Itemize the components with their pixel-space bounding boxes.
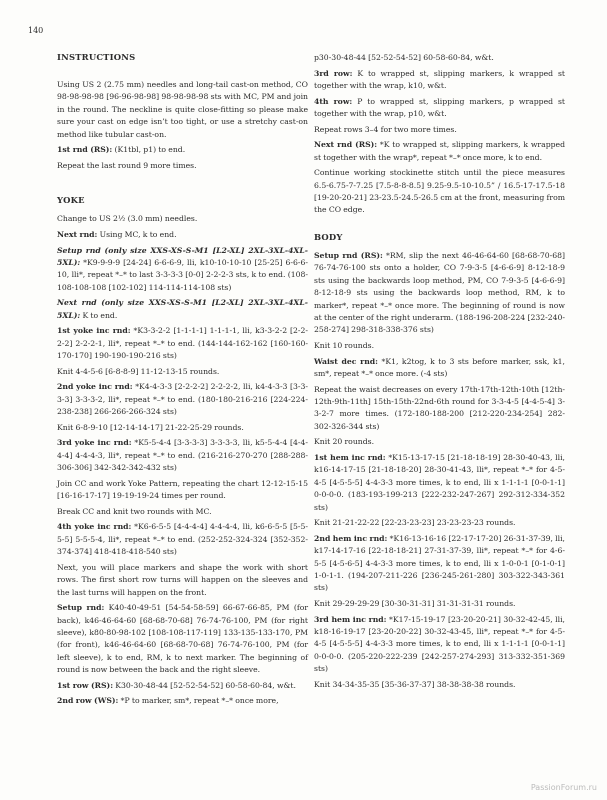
step-label: 1st rnd (RS): — [57, 145, 113, 155]
step-label: 3rd hem inc rnd: — [314, 614, 387, 624]
paragraph: Continue working stockinette stitch until the piece measures 6.5-6.75-7-7.25 [7.5-8-8-8.5] 9.25-9.5-10-10.5” / 16.5-17-17.5-18 [19-20-20-21] 23-23.5-24.5-26.5 cm at the front, measuring from the CO edge. — [314, 168, 565, 215]
step-label: Next rnd (RS): — [314, 140, 378, 150]
paragraph: 3rd hem inc rnd: *K17-15-19-17 [23-20-20-21] 30-32-42-45, lli, k18-16-19-17 [23-20-20-22] 30-32-43-45, lli*, repeat *–* for 4-5-4-5 [4-5-5-5] 4-4-3-3 more times, k to end, lli x 1-1-1-1 [0-0-1-1] 0-0-0-0. (205-220-222-239 [242-257-274-293] 313-332-351-369 sts) — [314, 614, 565, 674]
step-label: Next rnd: — [57, 230, 98, 239]
paragraph: Setup rnd (only size XXS-XS-S-M1 [L2-XL] 2XL-3XL-4XL-5XL): *K9-9-9-9 [24-24] 6-6-6-9, lli, k10-10-10-10 [25-25] 6-6-6-10, lli*, repeat *–* to last 3-3-3-3 [0-0] 2-2-2-3 sts, k to end. (108-108-108-108 [102-102] 114-114-114-108 sts) — [57, 245, 308, 292]
step-label: 1st row (RS): — [57, 680, 114, 690]
paragraph: Next, you will place markers and shape the work with short rows. The first short row turns will happen on the sleeves and the last turns will happen on the front. — [57, 562, 308, 597]
paragraph: 2nd hem inc rnd: *K16-13-16-16 [22-17-17-20] 26-31-37-39, lli, k17-14-17-16 [22-18-18-21] 27-31-37-39, lli*, repeat *–* for 4-6-5-5 [4-5-6-5] 4-4-3-3 more times, k to end, lli x 1-0-0-1 [0-1-0-1] 1-0-1-1. (194-207-211-226 [236-245-261-280] 303-322-343-361 sts) — [314, 533, 565, 593]
paragraph: 2nd row (WS): *P to marker, sm*, repeat *–* once more, — [57, 696, 279, 706]
paragraph: Change to US 2½ (3.0 mm) needles. — [57, 214, 198, 224]
step-label: Setup rnd (RS): — [314, 251, 383, 260]
paragraph: 1st rnd (RS): (K1tbl, p1) to end. — [57, 145, 186, 155]
paragraph: Knit 20 rounds. — [314, 437, 375, 447]
paragraph: Break CC and knit two rounds with MC. — [57, 506, 212, 516]
right-column — [314, 52, 565, 694]
step-label: 2nd hem inc rnd: — [314, 533, 388, 543]
paragraph: Next rnd: Using MC, k to end. — [57, 230, 177, 239]
step-label: 4th yoke inc rnd: — [57, 522, 132, 532]
paragraph: Setup rnd (RS): *RM, slip the next 46-46-64-60 [68-68-70-68] 76-74-76-100 sts onto a holder, CO 7-9-3-5 [4-6-6-9] 8-12-18-9 sts using the backwards loop method, PM, CO 7-9-3-5 [4-6-6-9] 8-12-18-9 sts using the backwards loop method, RM, k to marker*, repeat *–* once more. The beginning of round is now at the center of the right underarm. (188-196-208-224 [232-240-258-274] 298-318-338-376 sts) — [314, 251, 565, 335]
left-column — [57, 52, 308, 711]
step-label: 1st yoke inc rnd: — [57, 326, 131, 336]
paragraph: Repeat the last round 9 more times. — [57, 160, 197, 170]
step-label: 2nd row (WS): — [57, 696, 119, 706]
paragraph: 1st row (RS): K30-30-48-44 [52-52-54-52] 60-58-60-84, w&t. — [57, 680, 296, 690]
paragraph: Knit 10 rounds. — [314, 341, 375, 351]
body-heading: BODY — [314, 232, 343, 242]
step-label: 1st hem inc rnd: — [314, 453, 386, 463]
paragraph: p30-30-48-44 [52-52-54-52] 60-58-60-84, w&t. — [314, 53, 494, 62]
paragraph: 3rd yoke inc rnd: *K5-5-4-4 [3-3-3-3] 3-3-3-3, lli, k5-5-4-4 [4-4-4-4] 4-4-4-3, lli*, repeat *–* to end. (216-216-270-270 [288-288-306-306] 342-342-342-432 sts) — [57, 438, 309, 473]
paragraph: 3rd row: K to wrapped st, slipping markers, k wrapped st together with the wrap, k10, w&t. — [314, 68, 565, 90]
step-label: Next rnd (only size XXS-XS-S-M1 [L2-XL] 2XL-3XL-4XL-5XL): — [57, 298, 308, 320]
step-label: Setup rnd: — [57, 603, 105, 613]
page-number: 140 — [28, 26, 44, 35]
paragraph: Next rnd (only size XXS-XS-S-M1 [L2-XL] 2XL-3XL-4XL-5XL): K to end. — [57, 298, 308, 320]
step-label: 3rd row: — [314, 68, 353, 78]
paragraph: Next rnd (RS): *K to wrapped st, slipping markers, k wrapped st together with the wrap*, repeat *–* once more, k to end. — [314, 140, 566, 162]
instructions-heading: INSTRUCTIONS — [57, 52, 136, 62]
paragraph: 1st yoke inc rnd: *K3-3-2-2 [1-1-1-1] 1-1-1-1, lli, k3-3-2-2 [2-2-2-2] 2-2-2-1, lli*, repeat *–* to end. (144-144-162-162 [160-160-170-170] 190-190-190-216 sts) — [57, 326, 309, 361]
paragraph: Repeat rows 3–4 for two more times. — [314, 124, 457, 134]
paragraph: Setup rnd: K40-40-49-51 [54-54-58-59] 66-67-66-85, PM (for back), k46-46-64-60 [68-68-70-68] 76-74-76-100, PM (for right sleeve), k80-80-98-102 [108-108-117-119] 133-135-133-170, PM (for front), k46-46-64-60 [68-68-70-68] 76-74-76-100, PM (for left sleeve), k to end, RM, k to next marker. The beginning of round is now between the back and the right sleeve. — [57, 603, 309, 675]
yoke-heading: YOKE — [57, 195, 85, 206]
step-label: Waist dec rnd: — [314, 356, 379, 366]
paragraph: Using US 2 (2.75 mm) needles and long-tail cast-on method, CO 98-98-98-98 [96-96-98-98] 98-98-98-98 sts with MC, PM and join in the round. The neckline is quite close-fitting so please make sure your cast on edge isn’t too tight, or use a stretchy cast-on method like tubular cast-on. — [57, 80, 308, 139]
paragraph: 1st hem inc rnd: *K15-13-17-15 [21-18-18-19] 28-30-40-43, lli, k16-14-17-15 [21-18-18-20] 28-30-41-43, lli*, repeat *–* for 4-5-4-5 [4-5-5-5] 4-4-3-3 more times, k to end, lli x 1-1-1-1 [0-0-1-1] 0-0-0-0. (183-193-199-213 [222-232-247-267] 292-312-334-352 sts) — [314, 453, 565, 512]
paragraph: Knit 34-34-35-35 [35-36-37-37] 38-38-38-38 rounds. — [314, 679, 516, 689]
paragraph: 4th yoke inc rnd: *K6-6-5-5 [4-4-4-4] 4-4-4-4, lli, k6-6-5-5 [5-5-5-5] 5-5-5-4, lli*, repeat *–* to end. (252-252-324-324 [352-352-374-374] 418-418-418-540 sts) — [57, 522, 308, 557]
paragraph: Waist dec rnd: *K1, k2tog, k to 3 sts before marker, ssk, k1, sm*, repeat *–* once more. (-4 sts) — [314, 356, 565, 379]
paragraph: 4th row: P to wrapped st, slipping markers, p wrapped st together with the wrap, p10, w&t. — [314, 96, 565, 118]
step-label: Setup rnd (only size XXS-XS-S-M1 [L2-XL] 2XL-3XL-4XL-5XL): — [57, 245, 308, 267]
step-label: 4th row: — [314, 96, 353, 106]
paragraph: Knit 4-4-5-6 [6-8-8-9] 11-12-13-15 rounds. — [57, 366, 220, 376]
paragraph: Knit 21-21-22-22 [22-23-23-23] 23-23-23-23 rounds. — [314, 518, 516, 528]
paragraph: 2nd yoke inc rnd: *K4-4-3-3 [2-2-2-2] 2-2-2-2, lli, k4-4-3-3 [3-3-3-3] 3-3-3-2, lli*, repeat *–* to end. (180-180-216-216 [224-224-238-238] 266-266-266-324 sts) — [57, 382, 308, 417]
paragraph: Knit 6-8-9-10 [12-14-14-17] 21-22-25-29 rounds. — [57, 422, 244, 432]
paragraph: Knit 29-29-29-29 [30-30-31-31] 31-31-31-31 rounds. — [314, 599, 516, 609]
step-label: 2nd yoke inc rnd: — [57, 382, 133, 392]
paragraph: Repeat the waist decreases on every 17th-17th-12th-10th [12th-12th-9th-11th] 15th-15th-22nd-6th round for 3-3-4-5 [4-4-5-4] 3-3-2-7 more times. (172-180-188-200 [212-220-234-254] 282-302-326-344 sts) — [314, 384, 565, 431]
step-label: 3rd yoke inc rnd: — [57, 438, 132, 448]
watermark: PassionForum.ru — [530, 783, 597, 792]
paragraph: Join CC and work Yoke Pattern, repeating the chart 12-12-15-15 [16-16-17-17] 19-19-19-24 times per round. — [57, 478, 308, 501]
